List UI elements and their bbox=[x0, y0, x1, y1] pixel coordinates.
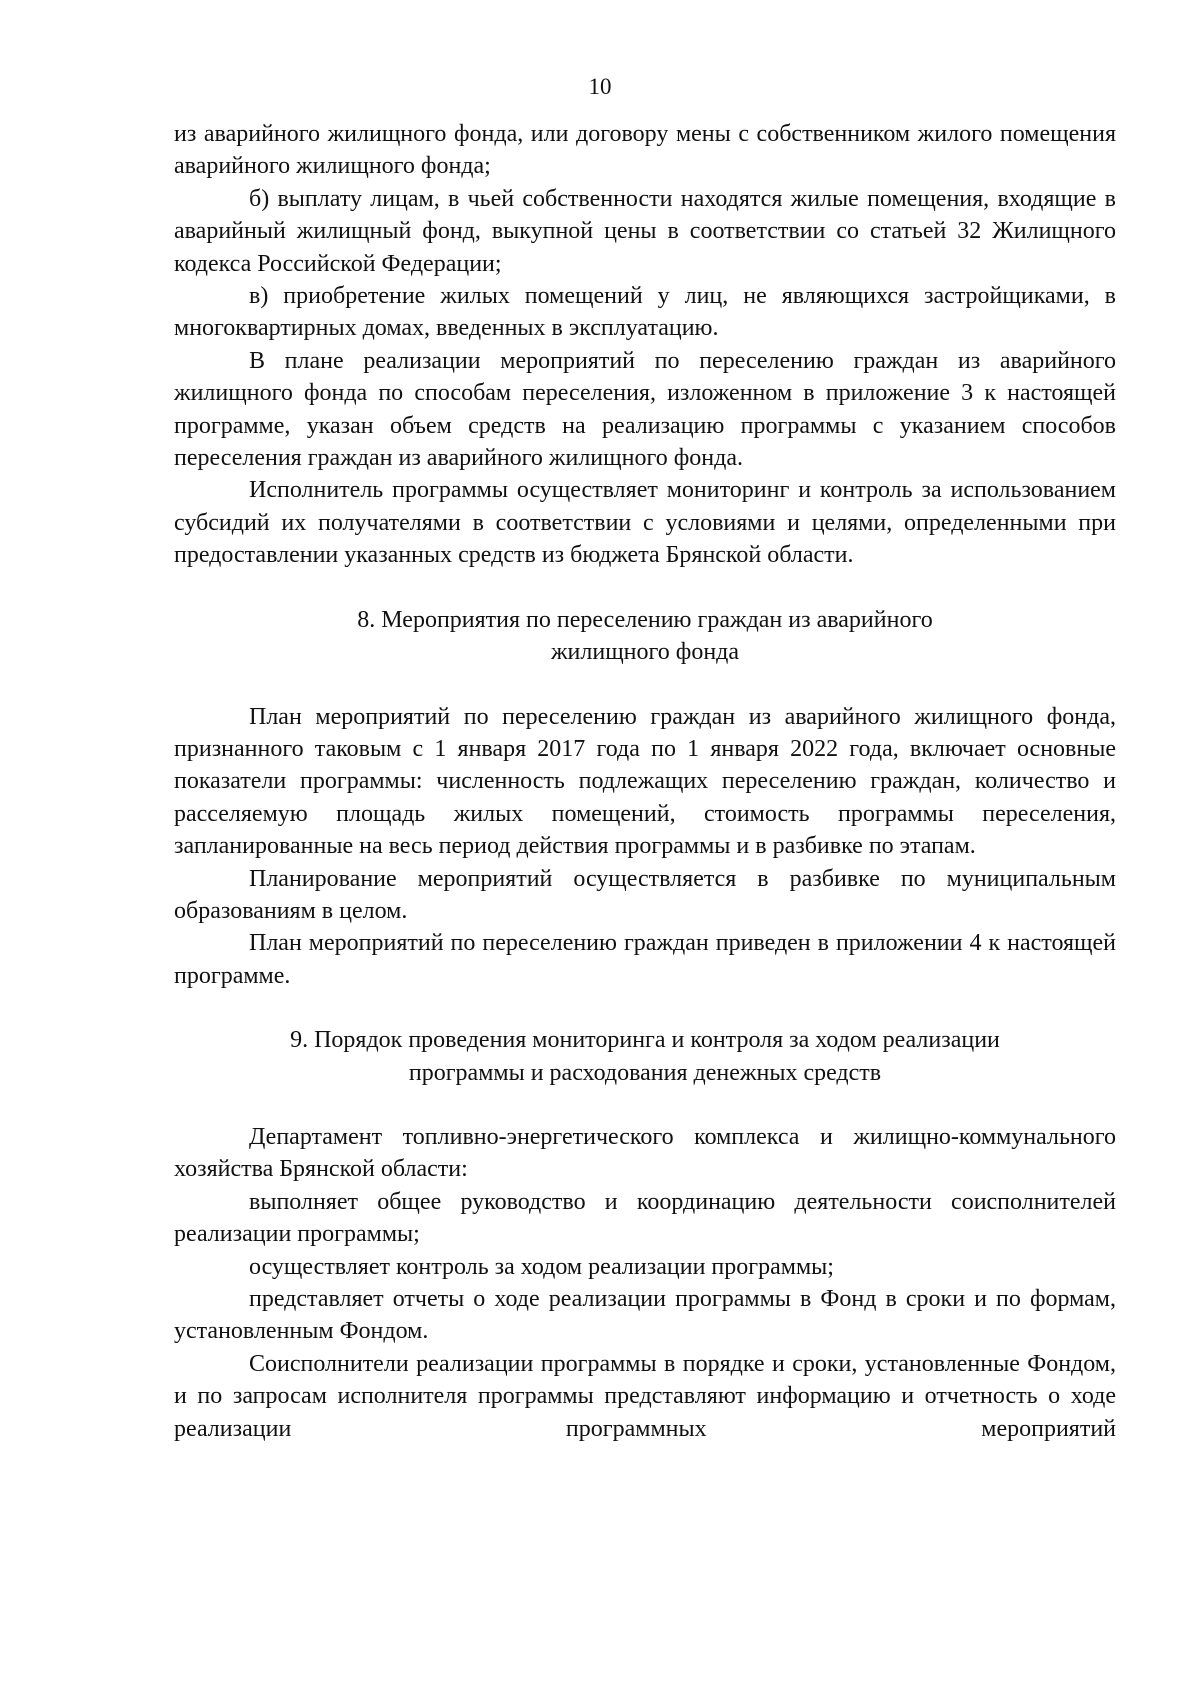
paragraph-s7-1: из аварийного жилищного фонда, или договору мены с собственником жилого помещения аварийного жилищного фонда; bbox=[174, 121, 1116, 180]
document-body bbox=[174, 118, 1116, 1445]
paragraph-s8-3: План мероприятий по переселению граждан приведен в приложении 4 к настоящей программе. bbox=[174, 930, 1116, 989]
paragraph-s8-2: Планирование мероприятий осуществляется в разбивке по муниципальным образованиям в целом. bbox=[174, 865, 1116, 924]
section-9-heading bbox=[174, 1024, 1116, 1089]
spacer bbox=[174, 992, 1116, 1024]
spacer bbox=[174, 669, 1116, 701]
paragraph-s9-5: Соисполнители реализации программы в порядке и сроки, установленные Фондом, и по запросам исполнителя программы представляют информацию и отчетность о ходе реализации программных мероприятий bbox=[174, 1350, 1116, 1442]
section-8-heading bbox=[174, 604, 1116, 669]
paragraph-s9-2: выполняет общее руководство и координацию деятельности соисполнителей реализации программы; bbox=[174, 1188, 1116, 1248]
paragraph-s9-3: осуществляет контроль за ходом реализации программы; bbox=[249, 1253, 834, 1280]
section-8-heading-line-1: 8. Мероприятия по переселению граждан из аварийного bbox=[357, 606, 933, 633]
paragraph-s7-5: Исполнитель программы осуществляет мониторинг и контроль за использованием субсидий их получателями в соответствии с условиями и целями, определенными при предоставлении указанных средств из бюджета Брянской области. bbox=[174, 477, 1116, 569]
section-9-heading-line-1: 9. Порядок проведения мониторинга и контроля за ходом реализации bbox=[290, 1027, 1000, 1054]
paragraph-s7-2: б) выплату лицам, в чьей собственности находятся жилые помещения, входящие в аварийный жилищный фонд, выкупной цены в соответствии со статьей 32 Жилищного кодекса Российской Федерации; bbox=[174, 185, 1116, 277]
paragraph-s8-1: План мероприятий по переселению граждан из аварийного жилищного фонда, признанного таковым с 1 января 2017 года по 1 января 2022 года, включает основные показатели программы: численность подлежащих переселению граждан, количество и расселяемую площадь жилых помещений, стоимость программы переселения, запланированные на весь период действия программы и в разбивке по этапам. bbox=[174, 703, 1116, 860]
spacer bbox=[174, 1089, 1116, 1121]
section-9-heading-line-2: программы и расходования денежных средств bbox=[408, 1059, 882, 1086]
paragraph-s7-3: в) приобретение жилых помещений у лиц, не являющихся застройщиками, в многоквартирных домах, введенных в эксплуатацию. bbox=[174, 283, 1116, 342]
paragraph-s7-4: В плане реализации мероприятий по переселению граждан из аварийного жилищного фонда по способам переселения, изложенном в приложение 3 к настоящей программе, указан объем средств на реализацию программы с указанием способов переселения граждан из аварийного жилищного фонда. bbox=[174, 347, 1116, 472]
paragraph-s9-4: представляет отчеты о ходе реализации программы в Фонд в сроки и по формам, установленным Фондом. bbox=[174, 1286, 1116, 1345]
page-number: 10 bbox=[588, 74, 612, 99]
section-8-heading-line-2: жилищного фонда bbox=[550, 639, 740, 666]
paragraph-s9-1: Департамент топливно-энергетического комплекса и жилищно-коммунального хозяйства Брянской области: bbox=[174, 1123, 1116, 1183]
spacer bbox=[174, 572, 1116, 604]
